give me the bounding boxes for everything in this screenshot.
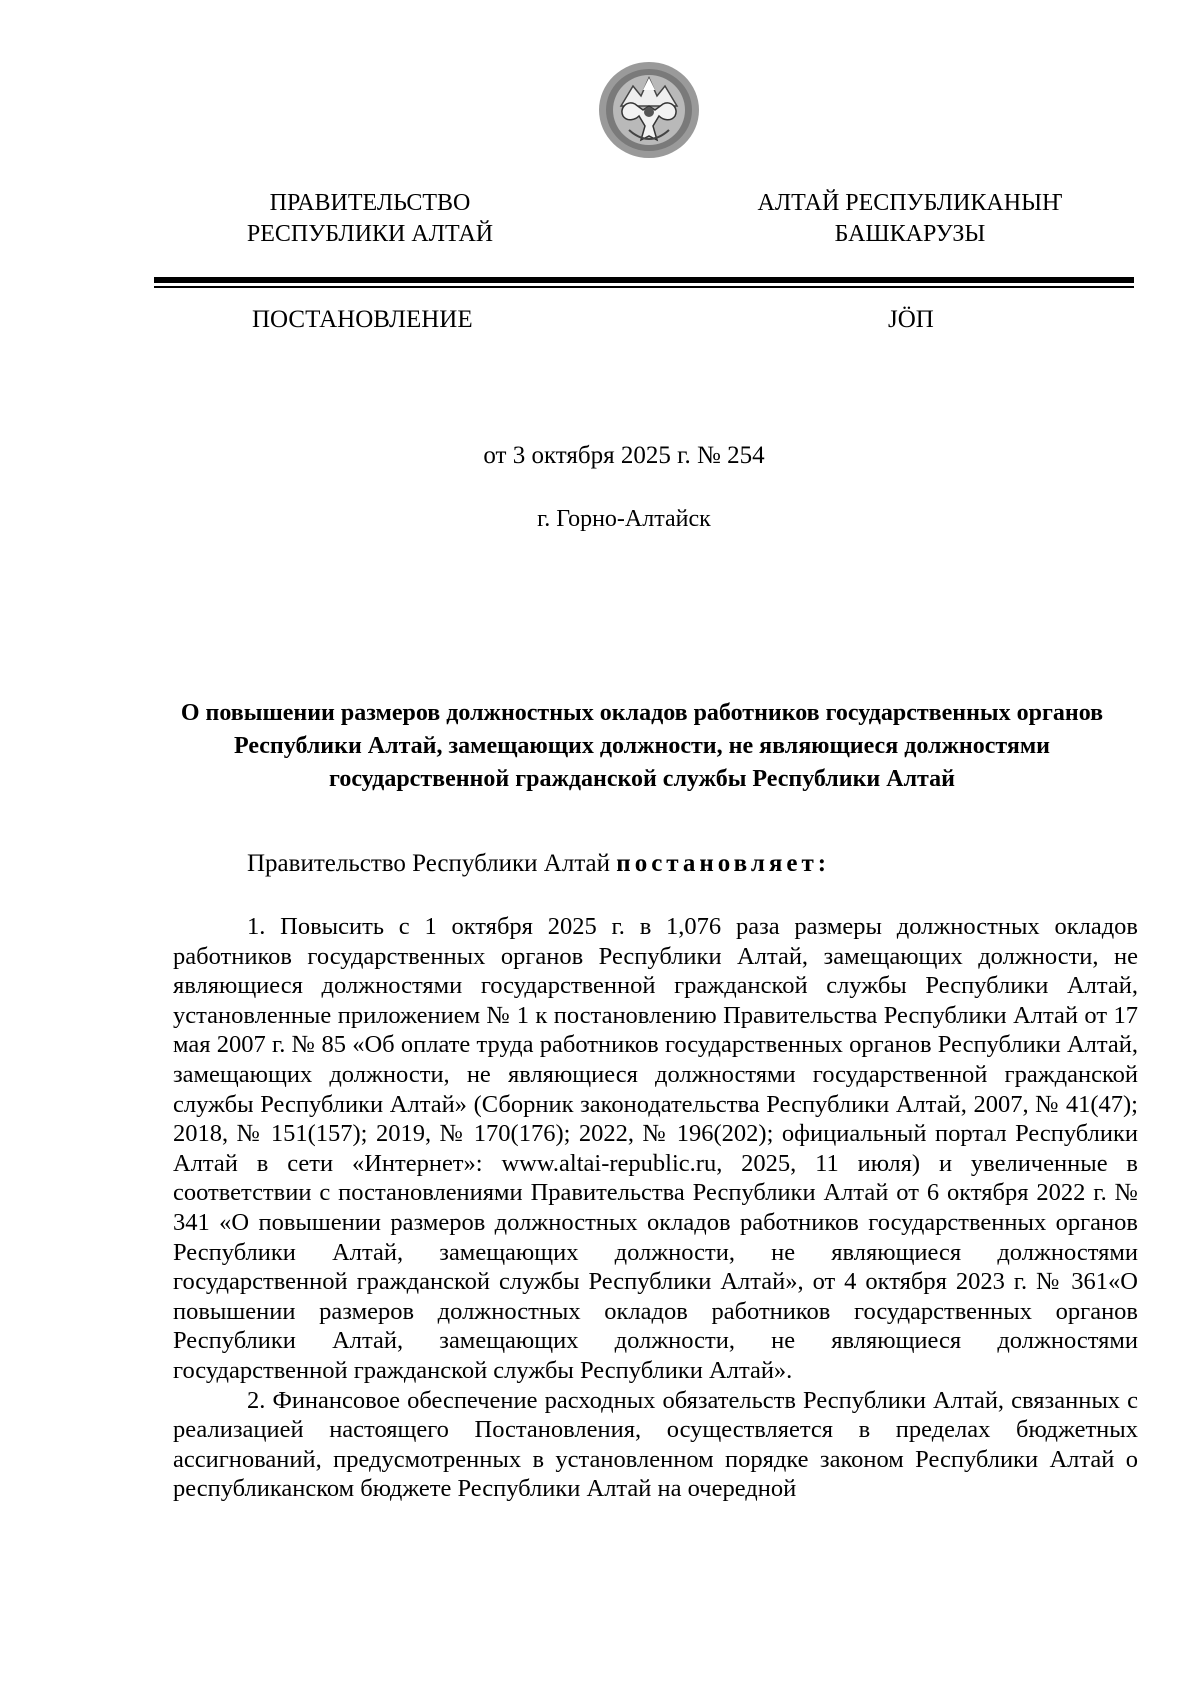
- paragraph-2: 2. Финансовое обеспечение расходных обязательств Республики Алтай, связанных с реализацией настоящего Постановления, осуществляется в пределах бюджетных ассигнований, предусмотренных в установленном порядке законом Республики Алтай о республиканском бюджете Республики Алтай на очередной: [173, 1386, 1138, 1503]
- date-number: от 3 октября 2025 г. № 254: [483, 442, 765, 469]
- city: г. Горно-Алтайск: [537, 506, 711, 532]
- header-left-line2: РЕСПУБЛИКИ АЛТАЙ: [246, 221, 494, 247]
- title-line-1: О повышении размеров должностных окладов работников государственных органов: [180, 700, 1104, 726]
- header-left: [200, 188, 540, 250]
- header-left-line1: ПРАВИТЕЛЬСТВО: [269, 190, 471, 216]
- preamble: [247, 848, 830, 880]
- doc-type-altai: JÖП: [888, 306, 934, 333]
- preamble-text: Правительство Республики Алтай: [247, 850, 617, 877]
- document-title: [150, 697, 1134, 796]
- header-rule-thin: [154, 286, 1134, 288]
- coat-of-arms-icon: [597, 60, 701, 160]
- header-right-line1: АЛТАЙ РЕСПУБЛИКАНЫҤ: [757, 190, 1063, 216]
- header-right-line2: БАШКАРУЗЫ: [834, 221, 986, 247]
- title-line-3: государственной гражданской службы Республики Алтай: [329, 766, 955, 792]
- doc-type-russian: ПОСТАНОВЛЕНИЕ: [252, 306, 473, 333]
- preamble-emphasis: постановляет:: [616, 850, 831, 877]
- paragraph-1: 1. Повысить с 1 октября 2025 г. в 1,076 раза размеры должностных окладов работников государственных органов Республики Алтай, замещающих должности, не являющиеся должностями государственной гражданской службы Республики Алтай, установленные приложением № 1 к постановлению Правительства Республики Алтай от 17 мая 2007 г. № 85 «Об оплате труда работников государственных органов Республики Алтай, замещающих должности, не являющиеся должностями государственной гражданской службы Республики Алтай» (Сборник законодательства Республики Алтай, 2007, № 41(47); 2018, № 151(157); 2019, № 170(176); 2022, № 196(202); официальный портал Республики Алтай в сети «Интернет»: www.altai-republic.ru, 2025, 11 июля) и увеличенные в соответствии с постановлениями Правительства Республики Алтай от 6 октября 2022 г. № 341 «О повышении размеров должностных окладов работников государственных органов Республики Алтай, замещающих должности, не являющиеся должностями государственной гражданской службы Республики Алтай», от 4 октября 2023 г. № 361«О повышении размеров должностных окладов работников государственных органов Республики Алтай, замещающих должности, не являющиеся должностями государственной гражданской службы Республики Алтай».: [173, 913, 1138, 1384]
- header-rule-thick: [154, 277, 1134, 283]
- header-right: [730, 188, 1090, 250]
- title-line-2: Республики Алтай, замещающих должности, не являющиеся должностями: [233, 733, 1050, 759]
- document-body: [173, 900, 1138, 1504]
